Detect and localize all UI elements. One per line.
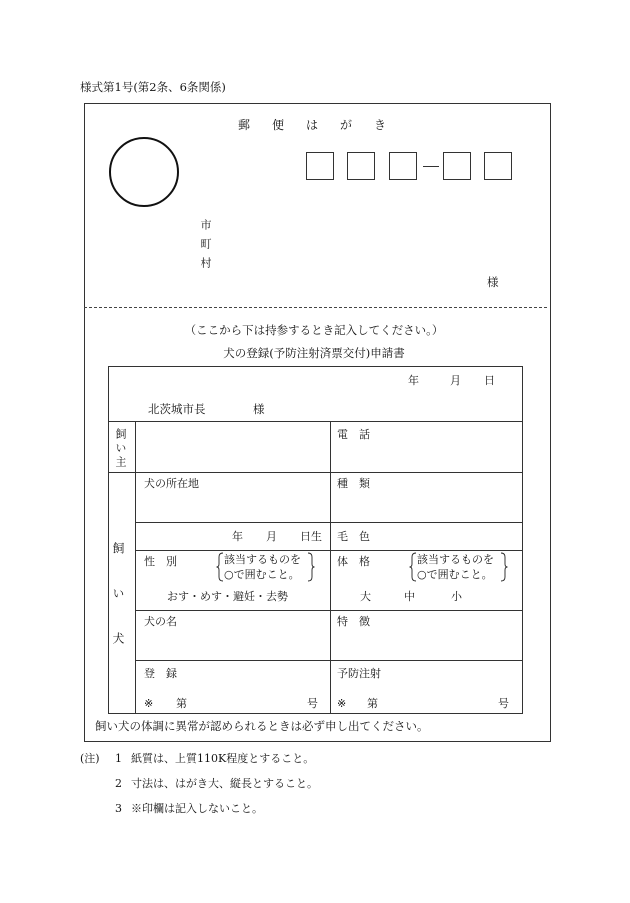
table-rule — [108, 472, 523, 473]
size-option-small: 小 — [451, 590, 462, 603]
size-circle-instruction-line1: 該当するものを — [417, 553, 494, 566]
breed-label: 種 類 — [337, 477, 370, 490]
date-year-label: 年 — [408, 374, 419, 387]
sex-options: おす・めす・避妊・去勢 — [167, 590, 288, 603]
postal-code-box — [389, 152, 417, 180]
right-brace — [500, 552, 508, 582]
coat-color-label: 毛 色 — [337, 530, 370, 543]
health-notice: 飼い犬の体調に異常が認められるときは必ず申し出てください。 — [95, 719, 429, 733]
vaccination-number-prefix: 第 — [367, 697, 378, 710]
stamp-circle — [109, 137, 179, 207]
postal-code-box — [306, 152, 334, 180]
dog-location-label: 犬の所在地 — [144, 477, 199, 490]
registration-number-prefix: 第 — [176, 697, 187, 710]
birth-year-label: 年 — [232, 530, 243, 543]
vaccination-number-suffix: 号 — [498, 697, 509, 710]
vaccination-office-mark: ※ — [337, 697, 347, 710]
table-rule — [135, 610, 523, 611]
table-rule — [108, 421, 523, 422]
phone-label: 電 話 — [337, 428, 370, 441]
note-text: ※印欄は記入しないこと。 — [131, 802, 263, 815]
size-option-large: 大 — [360, 590, 371, 603]
recipient: 北茨城市長 — [148, 402, 206, 416]
birth-month-label: 月 — [266, 530, 277, 543]
features-label: 特 徴 — [337, 615, 370, 628]
fill-in-notice: （ここから下は持参するとき記入してください。） — [184, 323, 444, 337]
recipient-suffix: 様 — [253, 402, 265, 416]
note-text: 寸法は、はがき大、縦長とすること。 — [131, 777, 318, 790]
postal-code-box — [484, 152, 512, 180]
registration-label: 登 録 — [144, 667, 177, 680]
table-rule-vertical — [135, 421, 136, 713]
registration-number-suffix: 号 — [307, 697, 318, 710]
dog-section-label: 飼い犬 — [111, 542, 125, 677]
postal-code-dash — [423, 166, 439, 167]
date-month-label: 月 — [450, 374, 461, 387]
size-option-medium: 中 — [404, 590, 415, 603]
owner-section-label: 飼い主 — [114, 428, 127, 470]
application-title: 犬の登録(予防注射済票交付)申請書 — [223, 346, 405, 360]
vaccination-label: 予防注射 — [337, 667, 381, 680]
right-brace — [307, 552, 315, 582]
address-city-chars: 市町村 — [199, 219, 212, 276]
registration-office-mark: ※ — [144, 697, 154, 710]
date-day-label: 日 — [484, 374, 495, 387]
note-text: 紙質は、上質110K程度とすること。 — [131, 752, 315, 765]
notes-label: (注) — [80, 752, 100, 765]
left-brace — [409, 552, 417, 582]
table-rule — [135, 660, 523, 661]
cut-line — [84, 307, 547, 308]
postal-code-box — [347, 152, 375, 180]
sex-label: 性 別 — [144, 555, 177, 568]
dog-name-label: 犬の名 — [144, 615, 177, 628]
form-number: 様式第1号(第2条、6条関係) — [80, 80, 226, 94]
note-number: 3 — [115, 802, 122, 815]
sex-circle-instruction-line1: 該当するものを — [224, 553, 301, 566]
left-brace — [216, 552, 224, 582]
size-circle-instruction-line2: ○で囲むこと。 — [417, 568, 493, 581]
table-rule-vertical — [330, 421, 331, 713]
postcard-title: 郵便はがき — [238, 118, 409, 132]
size-label: 体 格 — [337, 555, 370, 568]
note-number: 2 — [115, 777, 122, 790]
postal-code-box — [443, 152, 471, 180]
sex-circle-instruction-line2: ○で囲むこと。 — [224, 568, 300, 581]
table-rule — [135, 522, 523, 523]
note-number: 1 — [115, 752, 122, 765]
table-rule — [135, 550, 523, 551]
birth-day-label: 日生 — [300, 530, 322, 543]
addressee-suffix: 様 — [487, 275, 499, 289]
